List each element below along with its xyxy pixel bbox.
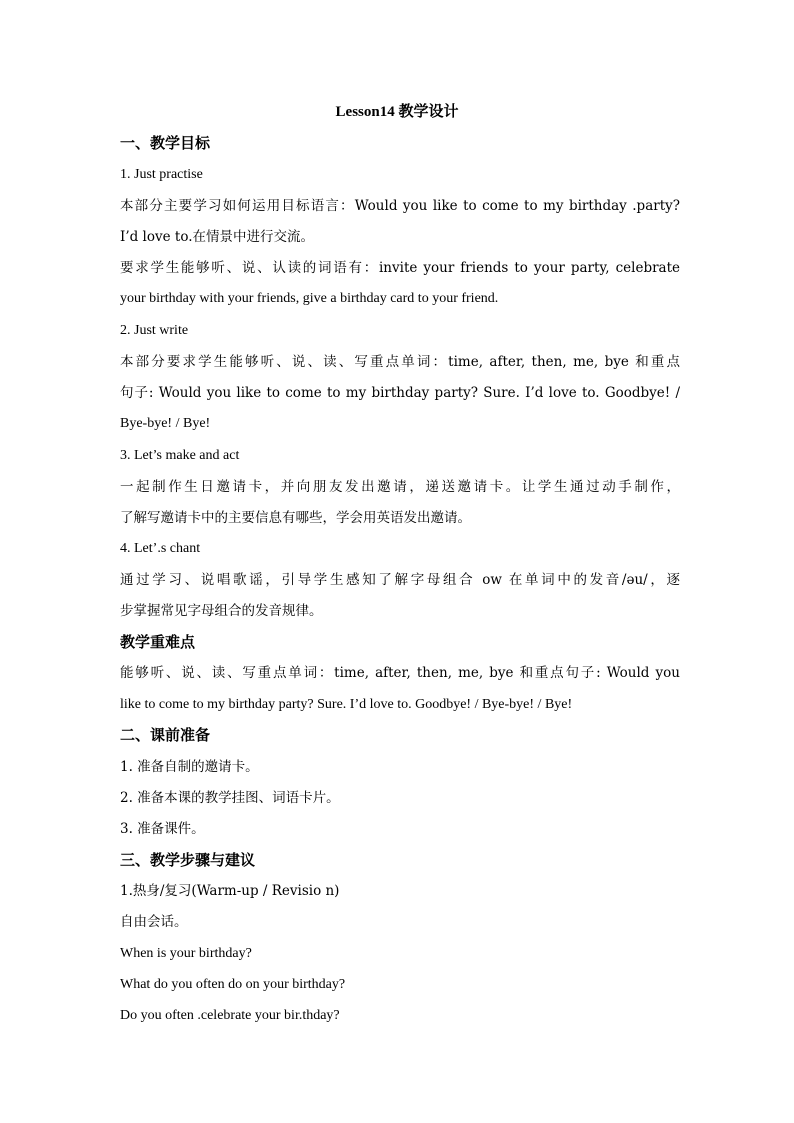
text-line: your birthday with your friends, give a birthday card to your friend. (120, 291, 499, 306)
text-line: Do you often .celebrate your bir.thday? (120, 1008, 340, 1023)
section-heading: 二、课前准备 (120, 726, 211, 744)
text-line: When is your birthday? (120, 946, 252, 961)
section-heading: 教学重难点 (120, 633, 196, 651)
text-line: 能够听、说、读、写重点单词：time, after, then, me, bye 和重点句子: Would you (120, 665, 680, 681)
section-heading: 三、教学步骤与建议 (120, 851, 256, 869)
text-line: What do you often do on your birthday? (120, 977, 346, 992)
text-line: 要求学生能够听、说、认读的词语有：invite your friends to your party, celebrate (120, 260, 680, 276)
text-line: 3. Let’s make and act (120, 448, 240, 463)
text-line: 了解写邀请卡中的主要信息有哪些，学会用英语发出邀请。 (120, 510, 471, 526)
text-line: 1.热身/复习(Warm-up / Revisio n) (120, 883, 340, 899)
text-line: 1. 准备自制的邀请卡。 (120, 759, 259, 775)
text-line: 自由会话。 (120, 914, 188, 930)
text-line: 2. 准备本课的教学挂图、词语卡片。 (120, 790, 340, 806)
text-line: 4. Let’.s chant (120, 541, 201, 556)
text-line: Bye-bye! / Bye! (120, 416, 211, 431)
text-line: I’d love to.在情景中进行交流。 (120, 229, 315, 245)
text-line: 通过学习、说唱歌谣，引导学生感知了解字母组合 ow 在单词中的发音/əu/，逐 (120, 572, 680, 588)
text-line: 1. Just practise (120, 167, 203, 182)
text-line: 本部分主要学习如何运用目标语言：Would you like to come to my birthday .party? (120, 198, 680, 214)
text-line: 本部分要求学生能够听、说、读、写重点单词：time, after, then, me, bye 和重点 (120, 354, 680, 370)
text-line: like to come to my birthday party? Sure. I’d love to. Goodbye! / Bye-bye! / Bye! (120, 697, 573, 712)
text-line: 3. 准备课件。 (120, 821, 205, 837)
document-title: Lesson14 教学设计 (335, 104, 459, 120)
text-line: 句子: Would you like to come to my birthday party? Sure. I’d love to. Goodbye! / (120, 385, 680, 401)
text-line: 一起制作生日邀请卡，并向朋友发出邀请，递送邀请卡。让学生通过动手制作， (120, 479, 680, 495)
section-heading: 一、教学目标 (120, 134, 211, 152)
text-line: 步掌握常见字母组合的发音规律。 (120, 603, 323, 619)
text-line: 2. Just write (120, 323, 189, 338)
